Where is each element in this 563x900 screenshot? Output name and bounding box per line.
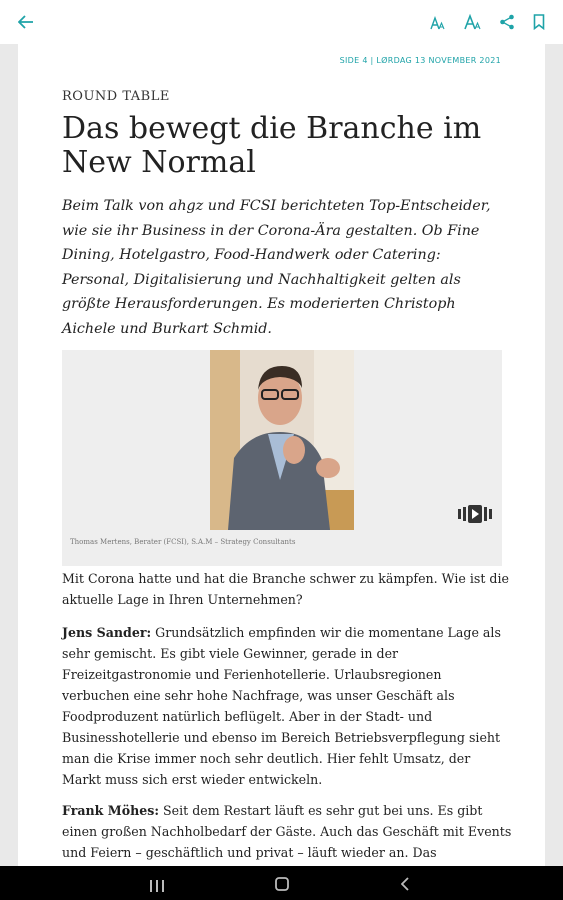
interview-answer-1: [62, 622, 512, 790]
article-page: [18, 44, 545, 866]
interview-answer-2: [62, 800, 512, 863]
page-margin-left: [0, 44, 18, 866]
back-icon[interactable]: [401, 876, 409, 895]
share-icon[interactable]: [499, 14, 515, 30]
bookmark-icon[interactable]: [533, 14, 545, 30]
article-lede: Beim Talk von ahgz und FCSI berichteten Top-Entscheider, wie sie ihr Business in der Corona-Ära gestalten. Ob Fine Dining, Hotelgastro, Food-Handwerk oder Catering: Personal, Digitalisierung und Nachhaltigkeit gelten als größte Herausforderungen. Es moderierten Christoph Aichele und Burkart Schmid.: [62, 198, 491, 337]
page-margin-right: [545, 44, 563, 866]
app-toolbar: [0, 0, 563, 44]
page-meta: SIDE 4 | LØRDAG 13 NOVEMBER 2021: [339, 56, 501, 65]
article-headline: Das bewegt die Branche im New Normal: [62, 111, 482, 180]
video-play-icon[interactable]: [458, 504, 492, 524]
article-figure[interactable]: [62, 350, 502, 566]
font-increase-icon[interactable]: [464, 14, 482, 30]
article-kicker: ROUND TABLE: [62, 89, 170, 104]
speaker-name: Frank Möhes:: [62, 803, 160, 818]
interview-question: Mit Corona hatte und hat die Branche schwer zu kämpfen. Wie ist die aktuelle Lage in Ihren Unternehmen?: [62, 571, 509, 607]
font-decrease-icon[interactable]: [430, 16, 446, 30]
system-navigation-bar: [0, 866, 563, 900]
back-arrow-icon[interactable]: [18, 15, 34, 29]
photo-caption: Thomas Mertens, Berater (FCSI), S.A.M – Strategy Consultants: [70, 538, 296, 546]
answer-text: Seit dem Restart läuft es sehr gut bei uns. Es gibt einen großen Nachholbedarf der Gäste. Auch das Geschäft mit Events und Feiern – geschäftlich und privat – läuft wieder an. Das: [62, 803, 512, 860]
speaker-name: Jens Sander:: [62, 625, 152, 640]
recent-apps-icon[interactable]: [150, 877, 164, 896]
photo-man-speaking: [210, 350, 354, 530]
answer-text: Grundsätzlich empfinden wir die momentane Lage als sehr gemischt. Es gibt viele Gewinner, gerade in der Freizeitgastronomie und Ferienhotellerie. Urlaubsregionen verbuchen eine sehr hohe Nachfrage, was unser Geschäft als Foodproduzent natürlich beflügelt. Aber in der Stadt- und Businesshotellerie und ebenso im Bereich Betriebsverpflegung sieht man die Krise immer noch sehr deutlich. Hier fehlt Umsatz, der Markt muss sich erst wieder entwickeln.: [62, 625, 501, 787]
home-icon[interactable]: [275, 876, 289, 895]
